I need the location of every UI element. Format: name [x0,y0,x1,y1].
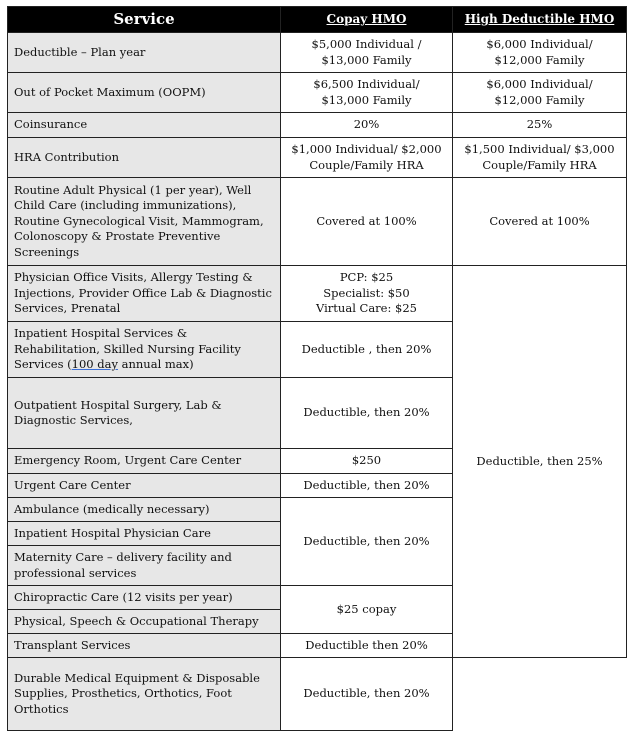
row-office-visits [8,266,627,322]
row-dme [8,658,627,731]
copay-deductible-line1: $5,000 Individual / [311,37,422,51]
hd-deductible-line1: $6,000 Individual/ [486,37,593,51]
service-transplant: Transplant Services [8,634,281,658]
copay-group-20: Deductible, then 20% [281,498,453,586]
service-preventive: Routine Adult Physical (1 per year), Well Child Care (including immunizations), Routine Gynecological Visit, Mammogram, Colonoscopy & Prostate Preventive Screenings [8,178,281,266]
copay-inpatient-hospital: Deductible , then 20% [281,322,453,378]
service-chiropractic: Chiropractic Care (12 visits per year) [8,586,281,610]
row-oopm [8,73,627,113]
hd-oopm [453,73,627,113]
service-dme: Durable Medical Equipment & Disposable Supplies, Prosthetics, Orthotics, Foot Orthotics [8,658,281,731]
hd-deductible-line2: $12,000 Family [494,52,585,67]
row-coinsurance [8,113,627,138]
copay-dme: Deductible, then 20% [281,658,453,731]
copay-deductible [281,33,453,73]
service-oopm: Out of Pocket Maximum (OOPM) [8,73,281,113]
hd-hra-line2: Couple/Family HRA [482,157,597,172]
copay-deductible-line2: $13,000 Family [321,52,412,67]
copay-oopm [281,73,453,113]
row-deductible [8,33,627,73]
copay-hra [281,138,453,178]
copay-office-pcp: PCP: $25 [339,270,394,285]
hd-oopm-line1: $6,000 Individual/ [486,77,593,91]
service-maternity: Maternity Care – delivery facility and professional services [8,546,281,586]
copay-office-specialist: Specialist: $50 [323,285,410,300]
copay-office-virtual: Virtual Care: $25 [316,301,417,316]
service-inpatient-physician: Inpatient Hospital Physician Care [8,522,281,546]
header-service: Service [8,7,281,33]
inpatient-text-b: annual max) [117,357,194,372]
copay-urgent-care: Deductible, then 20% [281,474,453,498]
copay-transplant: Deductible then 20% [281,634,453,658]
copay-office-visits [281,266,453,322]
copay-emergency-room: $250 [281,449,453,474]
benefits-comparison-table [7,6,627,731]
copay-oopm-line2: $13,000 Family [321,92,412,107]
table-header-row [8,7,627,33]
service-deductible: Deductible – Plan year [8,33,281,73]
copay-preventive: Covered at 100% [281,178,453,266]
service-urgent-care: Urgent Care Center [8,474,281,498]
hd-coinsurance: 25% [453,113,627,138]
service-emergency-room: Emergency Room, Urgent Care Center [8,449,281,474]
inpatient-text-underlined: 100 day [71,357,118,372]
copay-group-25-copay: $25 copay [281,586,453,634]
service-office-visits: Physician Office Visits, Allergy Testing & Injections, Provider Office Lab & Diagnostic Services, Prenatal [8,266,281,322]
service-coinsurance: Coinsurance [8,113,281,138]
copay-oopm-line1: $6,500 Individual/ [313,77,420,91]
copay-hra-line1: $1,000 Individual/ $2,000 [291,142,442,156]
copay-hra-line2: Couple/Family HRA [309,157,424,172]
hd-hra-line1: $1,500 Individual/ $3,000 [464,142,615,156]
service-outpatient: Outpatient Hospital Surgery, Lab & Diagnostic Services, [8,378,281,449]
hd-oopm-line2: $12,000 Family [494,92,585,107]
service-therapy: Physical, Speech & Occupational Therapy [8,610,281,634]
inpatient-text-a: Inpatient Hospital Services & Rehabilitation, Skilled Nursing Facility Services ( [14,326,241,372]
service-hra: HRA Contribution [8,138,281,178]
copay-coinsurance: 20% [281,113,453,138]
hd-hra [453,138,627,178]
service-ambulance: Ambulance (medically necessary) [8,498,281,522]
row-preventive [8,178,627,266]
row-hra [8,138,627,178]
service-inpatient-hospital [8,322,281,378]
header-copay-hmo: Copay HMO [281,7,453,33]
hd-merged-coverage: Deductible, then 25% [453,266,627,658]
header-high-deductible-hmo: High Deductible HMO [453,7,627,33]
copay-outpatient: Deductible, then 20% [281,378,453,449]
hd-deductible [453,33,627,73]
hd-preventive: Covered at 100% [453,178,627,266]
